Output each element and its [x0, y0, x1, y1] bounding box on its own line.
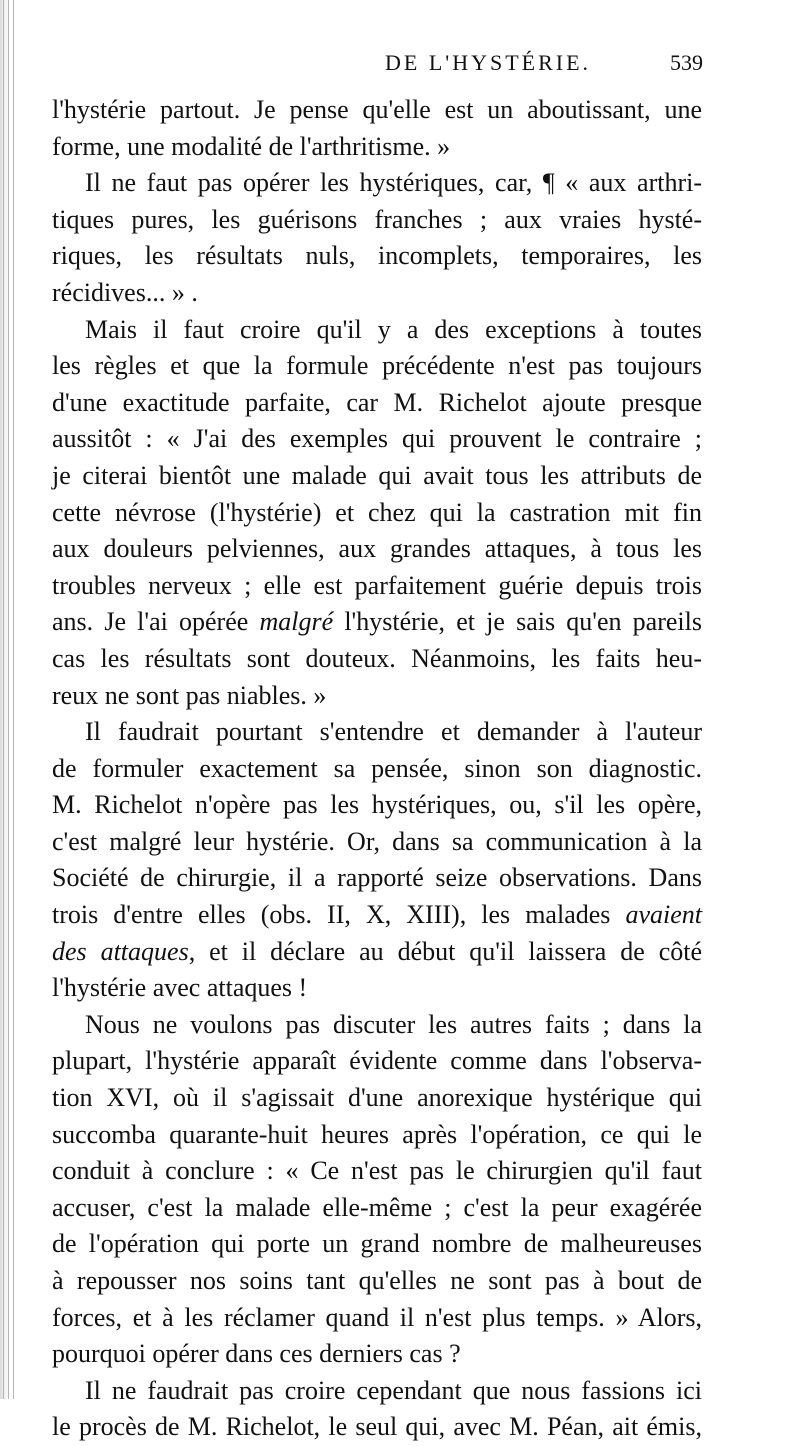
text-line: cas les résultats sont douteux. Néanmoins, les faits heu-: [52, 643, 702, 673]
running-title: DE L'HYSTÉRIE.: [385, 50, 592, 75]
text-line: plupart, l'hystérie apparaît évidente comme dans l'observa-: [52, 1046, 702, 1076]
text-line: conduit à conclure : « Ce n'est pas le chirurgien qu'il faut: [52, 1156, 702, 1186]
text-line: Il faudrait pourtant s'entendre et demander à l'auteur: [85, 717, 702, 747]
text-segment: trois d'entre elles (obs. II, X, XIII), les malades: [52, 900, 626, 930]
text-line: de l'opération qui porte un grand nombre de malheureuses: [52, 1229, 702, 1259]
text-line: de formuler exactement sa pensée, sinon son diagnostic.: [52, 753, 702, 783]
text-line: aux douleurs pelviennes, aux grandes attaques, à tous les: [52, 534, 702, 564]
text-line: [52, 604, 702, 641]
text-segment: ans. Je l'ai opérée: [52, 607, 260, 637]
text-line: Mais il faut croire qu'il y a des exceptions à toutes: [85, 314, 702, 344]
italic-emphasis: malgré: [259, 607, 334, 637]
text-line: tiques pures, les guérisons franches ; aux vraies hysté-: [52, 204, 702, 234]
text-line: aussitôt : « J'ai des exemples qui prouvent le contraire ;: [52, 424, 702, 454]
binding-line: [3, 0, 4, 1399]
text-line: tion XVI, où il s'agissait d'une anorexique hystérique qui: [52, 1083, 702, 1113]
text-line: troubles nerveux ; elle est parfaitement guérie depuis trois: [52, 570, 702, 600]
text-line: riques, les résultats nuls, incomplets, temporaires, les: [52, 241, 702, 271]
text-line: l'hystérie partout. Je pense qu'elle est un aboutissant, une: [52, 95, 702, 124]
text-line: l'hystérie avec attaques !: [52, 973, 308, 1003]
text-line: récidives... » .: [52, 277, 198, 307]
italic-emphasis: avaient: [625, 900, 702, 930]
text-line: à repousser nos soins tant qu'elles ne sont pas à bout de: [52, 1266, 702, 1295]
text-line: Il ne faudrait pas croire cependant que nous fassions ici: [85, 1375, 702, 1405]
binding-line: [13, 0, 14, 1399]
text-line: [52, 897, 702, 934]
text-segment: , et il déclare au début qu'il laissera de côté: [188, 936, 702, 966]
text-line: accuser, c'est la malade elle-même ; c'est la peur exagérée: [52, 1192, 702, 1222]
text-line: forme, une modalité de l'arthritisme. »: [52, 131, 451, 161]
text-line: je citerai bientôt une malade qui avait tous les attributs de: [52, 460, 702, 490]
page-number: 539: [670, 50, 703, 75]
text-line: c'est malgré leur hystérie. Or, dans sa communication à la: [52, 826, 702, 856]
text-line: forces, et à les réclamer quand il n'est plus temps. » Alors,: [52, 1302, 702, 1332]
text-line: Nous ne voulons pas discuter les autres faits ; dans la: [85, 1009, 702, 1039]
body-text: [52, 92, 702, 1446]
text-line: Société de chirurgie, il a rapporté seize observations. Dans: [52, 863, 702, 893]
italic-emphasis: des attaques: [52, 936, 189, 966]
text-line: [52, 934, 702, 971]
binding-line: [8, 0, 9, 1399]
text-line: reux ne sont pas niables. »: [52, 680, 327, 710]
text-line: le procès de M. Richelot, le seul qui, avec M. Péan, ait émis,: [52, 1412, 702, 1442]
text-line: M. Richelot n'opère pas les hystériques, ou, s'il les opère,: [52, 790, 702, 820]
text-line: les règles et que la formule précédente n'est pas toujours: [52, 351, 702, 381]
text-line: Il ne faut pas opérer les hystériques, car, ¶ « aux arthri-: [85, 168, 702, 198]
text-line: d'une exactitude parfaite, car M. Richelot ajoute presque: [52, 387, 702, 417]
page-header: [385, 50, 703, 80]
text-segment: l'hystérie, et je sais qu'en pareils: [333, 607, 702, 637]
text-line: pourquoi opérer dans ces derniers cas ?: [52, 1339, 461, 1369]
text-line: succomba quarante-huit heures après l'opération, ce qui le: [52, 1119, 702, 1149]
text-line: cette névrose (l'hystérie) et chez qui la castration mit fin: [52, 497, 702, 527]
